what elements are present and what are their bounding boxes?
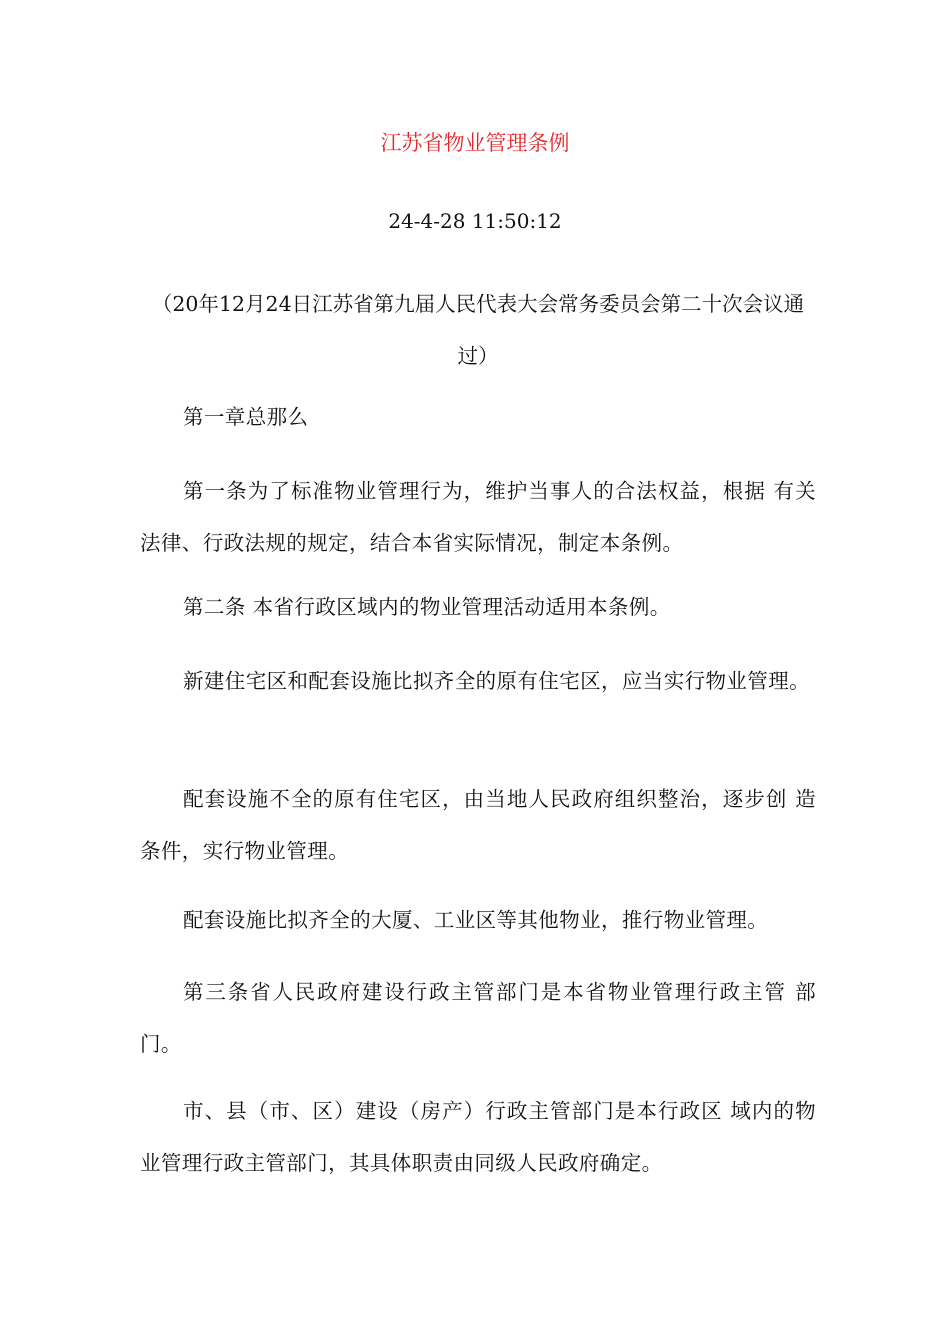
article-2-paragraph-4: 配套设施比拟齐全的大厦、工业区等其他物业，推行物业管理。: [183, 908, 769, 932]
article-2-paragraph-2: 新建住宅区和配套设施比拟齐全的原有住宅区，应当实行物业管理。: [183, 669, 810, 693]
article-1: 第一条为了标准物业管理行为，维护当事人的合法权益，根据 有关法律、行政法规的规定，结合本省实际情况，制定本条例。: [140, 479, 816, 555]
article-3: 第三条省人民政府建设行政主管部门是本省物业管理行政主管 部门。: [140, 980, 816, 1056]
document-title: 江苏省物业管理条例: [380, 131, 570, 155]
chapter-heading: 第一章总那么: [183, 405, 309, 429]
adoption-note: （20年12月24日江苏省第九届人民代表大会常务委员会第二十次会议通过）: [151, 292, 805, 368]
article-3-paragraph-2: 市、县（市、区）建设（房产）行政主管部门是本行政区 域内的物业管理行政主管部门，其具体职责由同级人民政府确定。: [140, 1099, 816, 1175]
article-2-paragraph-3: 配套设施不全的原有住宅区，由当地人民政府组织整治，逐步创 造条件，实行物业管理。: [140, 787, 816, 863]
document-datetime: 24-4-28 11:50:12: [388, 209, 562, 233]
article-2: 第二条 本省行政区域内的物业管理活动适用本条例。: [183, 595, 671, 619]
